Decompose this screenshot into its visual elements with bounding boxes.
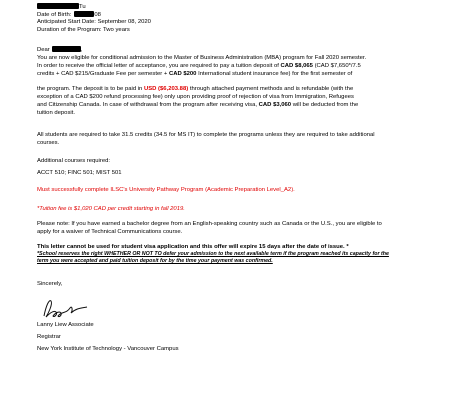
please-note-line2: apply for a waiver of Technical Communications course. (37, 229, 183, 235)
salutation: Dear , (37, 47, 83, 53)
pathway-requirement: Must successfully complete ILSC's University Pathway Program (Academic Preparation Level_A2). (37, 187, 295, 193)
school-reserve-line1: *School reserves the right WHETHER OR NOT TO defer your admission to the next available term if the program reached its capacity for the (37, 251, 389, 257)
signature-image (40, 296, 90, 320)
para1-line2: In order to receive the official letter of acceptance, you are required to pay a tuition deposit of CAD $8,065 (CAD $7,650*/7.5 (37, 63, 361, 69)
signatory-name: Lanny Liew Associate (37, 322, 94, 328)
closing: Sincerely, (37, 281, 63, 287)
redacted-recipient (52, 46, 81, 52)
para1-line5: exception of a CAD $200 refund processing fee) only upon providing proof of rejection of visa from Immigration, Refugees (37, 94, 354, 100)
please-note-line1: Please note: If you have earned a bachelor degree from an English-speaking country such as Canada or the U.S., you are eligible to (37, 221, 382, 227)
para1-line1: You are now eligible for conditional admission to the Master of Business Administration (MBA) program for Fall 2020 semester. (37, 55, 367, 61)
redacted-dob (74, 11, 94, 17)
student-name-line: Tu (37, 3, 86, 11)
para1-line6: and Citizenship Canada. In case of withdrawal from the program after receiving visa, CAD $3,060 will be deducted from the (37, 102, 359, 108)
school-reserve-line2: term you were accepted and paid tuition deposit for by the time your payment was confirmed. (37, 258, 273, 264)
signatory-institution: New York Institute of Technology - Vancouver Campus (37, 346, 179, 352)
para1-line3: credits + CAD $215/Graduate Fee per semester + CAD $200 International student insurance fee) for the first semester of (37, 71, 353, 77)
visa-warning: This letter cannot be used for student visa application and this offer will expire 15 days after the date of issue. * (37, 244, 349, 250)
redacted-name (37, 3, 79, 9)
tuition-fee-note: *Tuition fee is $1,020 CAD per credit starting in fall 2019. (37, 206, 185, 212)
para1-line4: the program. The deposit is to be paid in USD ($6,203.88) through attached payment methods and is refundable (with the (37, 86, 354, 92)
para2-line1: All students are required to take 31.5 credits (34.5 for MS IT) to complete the programs unless they are required to take additional (37, 132, 375, 138)
para1-line7: tuition deposit. (37, 110, 75, 116)
para2-line2: courses. (37, 140, 60, 146)
dob-line: Date of Birth: 08 (37, 12, 101, 18)
additional-courses-label: Additional courses required: (37, 158, 111, 164)
program-duration: Duration of the Program: Two years (37, 27, 130, 33)
signatory-title: Registrar (37, 334, 61, 340)
start-date: Anticipated Start Date: September 08, 2020 (37, 19, 151, 25)
additional-courses-list: ACCT 510; FINC 501; MIST 501 (37, 170, 122, 176)
